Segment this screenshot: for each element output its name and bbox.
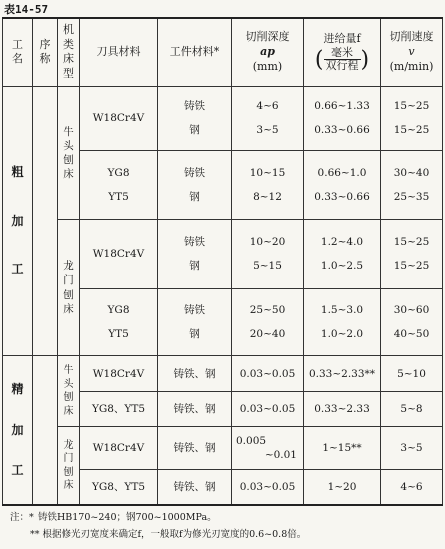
header-tool-material: 刀具材料 — [80, 18, 158, 86]
depth-cell: 0.03~0.05 — [232, 355, 304, 391]
speed-cell: 5~8 — [381, 392, 443, 427]
table-row — [3, 220, 443, 288]
tool-cell: YG8 YT5 — [80, 150, 158, 219]
tool-cell: W18Cr4V — [80, 427, 158, 470]
depth-cell: 10~20 5~15 — [232, 220, 304, 288]
feed-cell: 0.66~1.33 0.33~0.66 — [304, 86, 381, 150]
header-row — [3, 18, 443, 86]
tool-cell: W18Cr4V — [80, 355, 158, 391]
speed-cell: 15~25 15~25 — [381, 86, 443, 150]
table-row — [3, 427, 443, 470]
depth-cell: 25~50 20~40 — [232, 288, 304, 355]
depth-cell: 0.03~0.05 — [232, 470, 304, 505]
work-cell: 铸铁、钢 — [158, 392, 232, 427]
machine-shaper: 牛 头 刨 床 — [58, 86, 80, 219]
depth-cell: 0.005 ~0.01 — [232, 427, 304, 470]
sequence-cell — [33, 86, 58, 355]
process-rough: 粗 加 工 — [3, 86, 33, 355]
table-row — [3, 355, 443, 391]
machine-shaper: 牛 头 刨 床 — [58, 355, 80, 427]
tool-cell: YG8、YT5 — [80, 470, 158, 505]
sequence-cell — [33, 355, 58, 505]
speed-cell: 5~10 — [381, 355, 443, 391]
feed-cell: 0.33~2.33** — [304, 355, 381, 391]
depth-cell: 4~6 3~5 — [232, 86, 304, 150]
speed-cell: 3~5 — [381, 427, 443, 470]
footnote-1: 注：* 铸铁HB170~240；钢700~1000MPa。 — [10, 512, 217, 523]
work-cell: 铸铁 钢 — [158, 150, 232, 219]
speed-cell: 30~40 25~35 — [381, 150, 443, 219]
header-feed: 进给量f ( $\frac{\text{毫米}}{\text{双行程}}$ ) — [304, 18, 381, 86]
table-caption: 表14-57 — [4, 3, 49, 16]
feed-cell: 1~15** — [304, 427, 381, 470]
header-cut-depth: 切削深度 ap (mm) — [232, 18, 304, 86]
speed-cell: 30~60 40~50 — [381, 288, 443, 355]
feed-cell: 0.66~1.0 0.33~0.66 — [304, 150, 381, 219]
feed-cell: 1.5~3.0 1.0~2.0 — [304, 288, 381, 355]
work-cell: 铸铁、钢 — [158, 427, 232, 470]
process-finish: 精 加 工 — [3, 355, 33, 505]
tool-cell: YG8、YT5 — [80, 392, 158, 427]
footnote-2: ** 根据修光刃宽度来确定f，一般取f为修光刃宽度的0.6~0.8倍。 — [30, 528, 307, 540]
depth-cell: 10~15 8~12 — [232, 150, 304, 219]
work-cell: 铸铁 钢 — [158, 288, 232, 355]
header-sequence: 序 称 — [33, 18, 58, 86]
tool-cell: YG8 YT5 — [80, 288, 158, 355]
header-work-material: 工件材料* — [158, 18, 232, 86]
footnotes — [10, 510, 440, 543]
speed-cell: 15~25 15~25 — [381, 220, 443, 288]
work-cell: 铸铁 钢 — [158, 86, 232, 150]
header-cut-speed: 切削速度 v (m/min) — [381, 18, 443, 86]
cutting-parameters-table — [2, 17, 443, 506]
work-cell: 铸铁、钢 — [158, 470, 232, 505]
table-row — [3, 86, 443, 150]
machine-planer: 龙 门 刨 床 — [58, 220, 80, 356]
feed-cell: 1.2~4.0 1.0~2.5 — [304, 220, 381, 288]
feed-cell: 1~20 — [304, 470, 381, 505]
tool-cell: W18Cr4V — [80, 220, 158, 288]
feed-cell: 0.33~2.33 — [304, 392, 381, 427]
machine-planer: 龙 门 刨 床 — [58, 427, 80, 505]
work-cell: 铸铁 钢 — [158, 220, 232, 288]
header-process: 工 名 — [3, 18, 33, 86]
header-machine-type: 机 类 床 型 — [58, 18, 80, 86]
speed-cell: 4~6 — [381, 470, 443, 505]
tool-cell: W18Cr4V — [80, 86, 158, 150]
work-cell: 铸铁、钢 — [158, 355, 232, 391]
depth-cell: 0.03~0.05 — [232, 392, 304, 427]
